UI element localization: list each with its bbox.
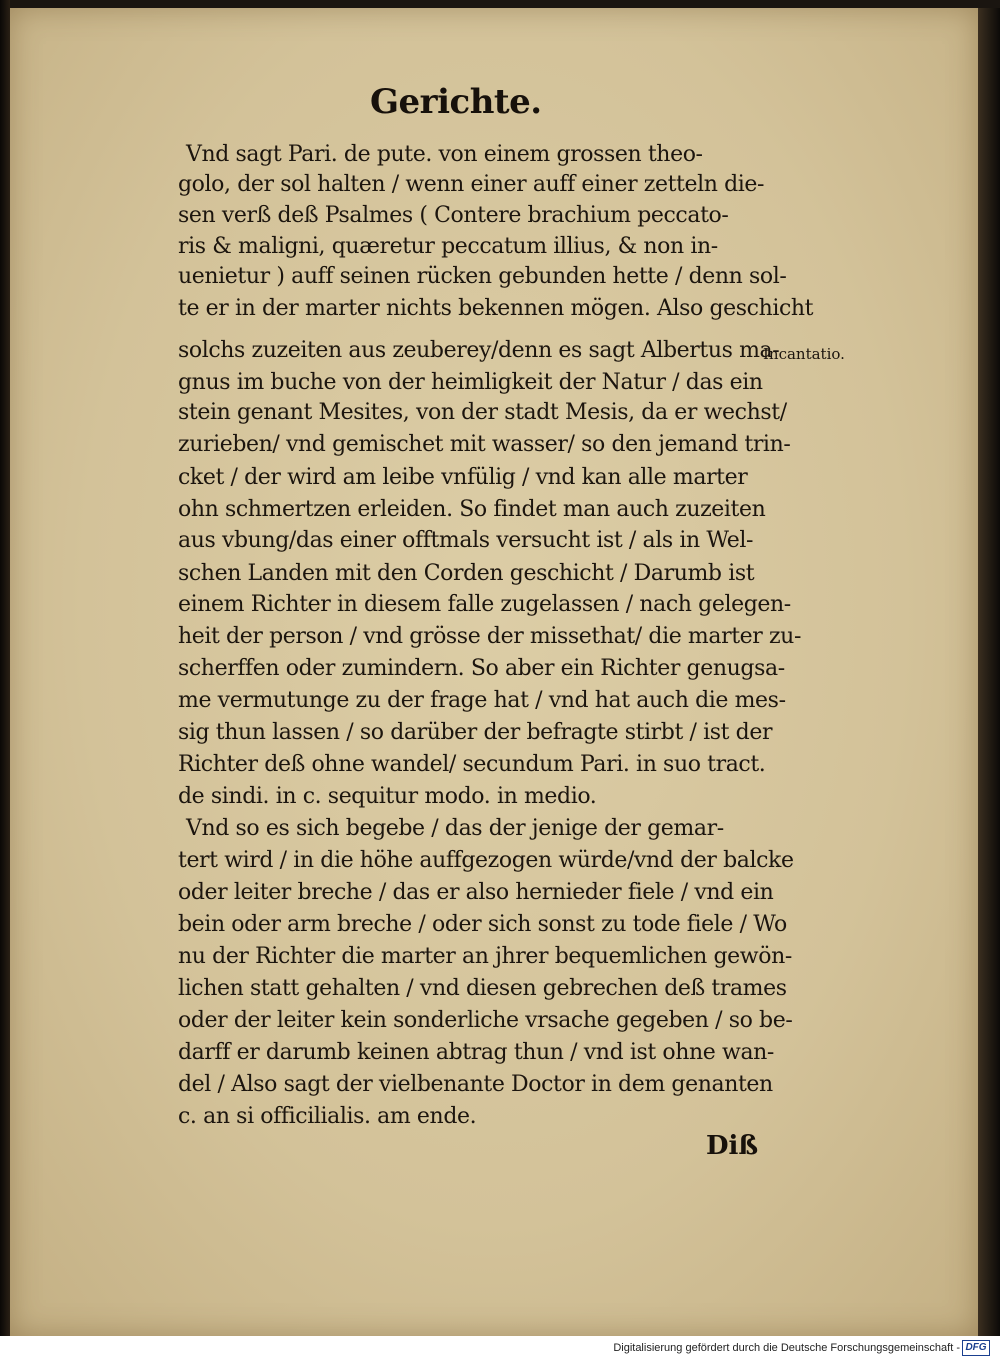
text-line: scherffen oder zumindern. So aber ein Richter genugsa- (178, 656, 785, 681)
text-line: de sindi. in c. sequitur modo. in medio. (178, 784, 597, 809)
text-line: heit der person / vnd grösse der missethat/ die marter zu- (178, 624, 801, 649)
text-line: lichen statt gehalten / vnd diesen gebrechen deß trames (178, 976, 787, 1001)
text-line: nu der Richter die marter an jhrer bequemlichen gewön- (178, 944, 792, 969)
running-head: Gerichte. (370, 82, 542, 122)
text-line: c. an si officilialis. am ende. (178, 1104, 477, 1129)
text-line: gnus im buche von der heimligkeit der Natur / das ein (178, 370, 763, 395)
text-line: einem Richter in diesem falle zugelassen / nach gelegen- (178, 592, 791, 617)
text-line: uenietur ) auff seinen rücken gebunden hette / denn sol- (178, 264, 787, 289)
text-line: te er in der marter nichts bekennen mögen. Also geschicht (178, 296, 814, 321)
text-line: oder leiter breche / das er also hernieder fiele / vnd ein (178, 880, 774, 905)
text-line: ris & maligni, quæretur peccatum illius, & non in- (178, 234, 718, 259)
text-line: solchs zuzeiten aus zeuberey/denn es sagt Albertus ma- (178, 338, 780, 363)
text-line: sen verß deß Psalmes ( Contere brachium peccato- (178, 203, 729, 228)
text-line: aus vbung/das einer offtmals versucht ist / als in Wel- (178, 528, 754, 553)
text-line: schen Landen mit den Corden geschicht / Darumb ist (178, 561, 755, 586)
funding-credit: Digitalisierung gefördert durch die Deutsche Forschungsgemeinschaft - (613, 1342, 960, 1354)
text-line: bein oder arm breche / oder sich sonst zu tode fiele / Wo (178, 912, 787, 937)
text-line: me vermutunge zu der frage hat / vnd hat auch die mes- (178, 688, 786, 713)
text-line: Vnd sagt Pari. de pute. von einem grossen theo- (186, 142, 703, 167)
binding-shadow (0, 0, 10, 1340)
dfg-logo: DFG (962, 1340, 990, 1356)
text-line: sig thun lassen / so darüber der befragte stirbt / ist der (178, 720, 773, 745)
text-line: tert wird / in die höhe auffgezogen würde/vnd der balcke (178, 848, 794, 873)
text-line: del / Also sagt der vielbenante Doctor in dem genanten (178, 1072, 773, 1097)
text-line: darff er darumb keinen abtrag thun / vnd ist ohne wan- (178, 1040, 774, 1065)
text-line: stein genant Mesites, von der stadt Mesis, da er wechst/ (178, 400, 787, 425)
text-line: oder der leiter kein sonderliche vrsache gegeben / so be- (178, 1008, 793, 1033)
text-line: zurieben/ vnd gemischet mit wasser/ so den jemand trin- (178, 432, 791, 457)
page-edge-shadow (978, 8, 1000, 1336)
marginal-note: Incantatio. (763, 345, 845, 363)
text-line: ohn schmertzen erleiden. So findet man auch zuzeiten (178, 497, 766, 522)
text-line: Vnd so es sich begebe / das der jenige der gemar- (186, 816, 724, 841)
text-line: Richter deß ohne wandel/ secundum Pari. in suo tract. (178, 752, 766, 777)
catchword: Diß (706, 1131, 759, 1161)
text-line: cket / der wird am leibe vnfülig / vnd kan alle marter (178, 465, 748, 490)
text-line: golo, der sol halten / wenn einer auff einer zetteln die- (178, 172, 765, 197)
